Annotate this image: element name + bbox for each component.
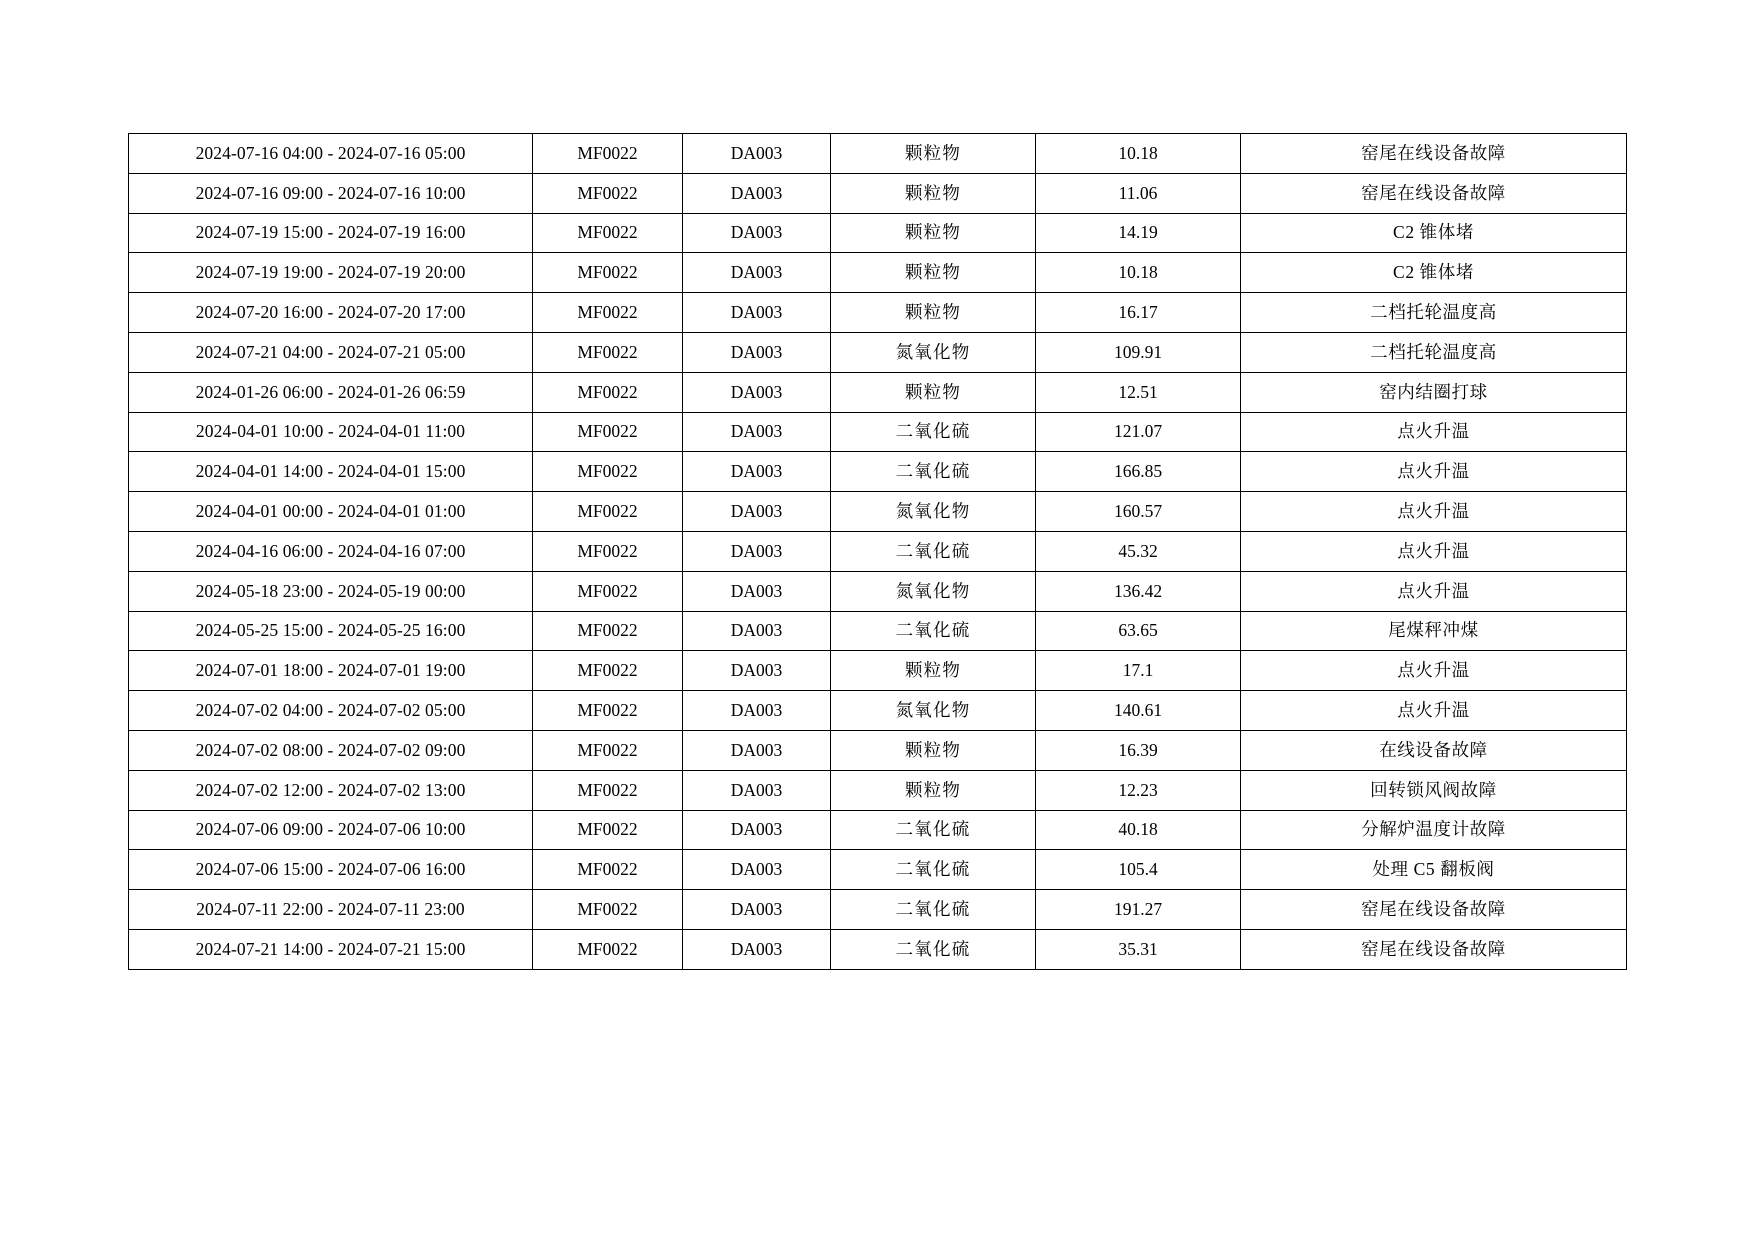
cell-device-code: MF0022 bbox=[533, 611, 683, 651]
cell-outlet-code: DA003 bbox=[683, 412, 831, 452]
cell-value: 10.18 bbox=[1036, 134, 1241, 174]
table-row bbox=[129, 134, 1627, 174]
cell-device-code: MF0022 bbox=[533, 770, 683, 810]
cell-device-code: MF0022 bbox=[533, 850, 683, 890]
cell-device-code: MF0022 bbox=[533, 452, 683, 492]
cell-outlet-code: DA003 bbox=[683, 571, 831, 611]
cell-period: 2024-04-01 10:00 - 2024-04-01 11:00 bbox=[129, 412, 533, 452]
cell-value: 109.91 bbox=[1036, 332, 1241, 372]
cell-period: 2024-07-20 16:00 - 2024-07-20 17:00 bbox=[129, 293, 533, 333]
cell-reason: 尾煤秤冲煤 bbox=[1241, 611, 1627, 651]
cell-device-code: MF0022 bbox=[533, 332, 683, 372]
cell-reason: 回转锁风阀故障 bbox=[1241, 770, 1627, 810]
cell-outlet-code: DA003 bbox=[683, 810, 831, 850]
emissions-table bbox=[128, 133, 1627, 970]
cell-device-code: MF0022 bbox=[533, 571, 683, 611]
cell-reason: C2 锥体堵 bbox=[1241, 213, 1627, 253]
cell-outlet-code: DA003 bbox=[683, 452, 831, 492]
cell-device-code: MF0022 bbox=[533, 134, 683, 174]
cell-value: 16.17 bbox=[1036, 293, 1241, 333]
cell-pollutant: 氮氧化物 bbox=[831, 332, 1036, 372]
cell-value: 166.85 bbox=[1036, 452, 1241, 492]
table-row bbox=[129, 890, 1627, 930]
cell-reason: 点火升温 bbox=[1241, 412, 1627, 452]
cell-outlet-code: DA003 bbox=[683, 611, 831, 651]
cell-device-code: MF0022 bbox=[533, 293, 683, 333]
cell-pollutant: 氮氧化物 bbox=[831, 571, 1036, 611]
table-row bbox=[129, 929, 1627, 969]
cell-value: 17.1 bbox=[1036, 651, 1241, 691]
cell-period: 2024-07-16 09:00 - 2024-07-16 10:00 bbox=[129, 173, 533, 213]
cell-period: 2024-07-01 18:00 - 2024-07-01 19:00 bbox=[129, 651, 533, 691]
cell-period: 2024-05-25 15:00 - 2024-05-25 16:00 bbox=[129, 611, 533, 651]
table-row bbox=[129, 293, 1627, 333]
cell-pollutant: 颗粒物 bbox=[831, 213, 1036, 253]
cell-device-code: MF0022 bbox=[533, 651, 683, 691]
cell-device-code: MF0022 bbox=[533, 372, 683, 412]
cell-period: 2024-07-21 04:00 - 2024-07-21 05:00 bbox=[129, 332, 533, 372]
cell-reason: 点火升温 bbox=[1241, 531, 1627, 571]
cell-device-code: MF0022 bbox=[533, 173, 683, 213]
cell-value: 121.07 bbox=[1036, 412, 1241, 452]
cell-reason: 二档托轮温度高 bbox=[1241, 332, 1627, 372]
cell-value: 40.18 bbox=[1036, 810, 1241, 850]
cell-period: 2024-07-02 04:00 - 2024-07-02 05:00 bbox=[129, 691, 533, 731]
cell-value: 10.18 bbox=[1036, 253, 1241, 293]
cell-outlet-code: DA003 bbox=[683, 134, 831, 174]
cell-period: 2024-07-21 14:00 - 2024-07-21 15:00 bbox=[129, 929, 533, 969]
cell-outlet-code: DA003 bbox=[683, 213, 831, 253]
cell-value: 14.19 bbox=[1036, 213, 1241, 253]
cell-device-code: MF0022 bbox=[533, 691, 683, 731]
table-row bbox=[129, 850, 1627, 890]
cell-pollutant: 颗粒物 bbox=[831, 173, 1036, 213]
cell-outlet-code: DA003 bbox=[683, 770, 831, 810]
cell-pollutant: 二氧化硫 bbox=[831, 412, 1036, 452]
cell-period: 2024-07-11 22:00 - 2024-07-11 23:00 bbox=[129, 890, 533, 930]
cell-value: 11.06 bbox=[1036, 173, 1241, 213]
cell-value: 12.51 bbox=[1036, 372, 1241, 412]
cell-value: 12.23 bbox=[1036, 770, 1241, 810]
cell-reason: 二档托轮温度高 bbox=[1241, 293, 1627, 333]
cell-value: 140.61 bbox=[1036, 691, 1241, 731]
table-row bbox=[129, 253, 1627, 293]
cell-device-code: MF0022 bbox=[533, 412, 683, 452]
table-row bbox=[129, 651, 1627, 691]
cell-reason: 点火升温 bbox=[1241, 492, 1627, 532]
cell-period: 2024-07-19 19:00 - 2024-07-19 20:00 bbox=[129, 253, 533, 293]
table-row bbox=[129, 372, 1627, 412]
cell-pollutant: 颗粒物 bbox=[831, 253, 1036, 293]
cell-reason: 点火升温 bbox=[1241, 651, 1627, 691]
cell-period: 2024-07-06 09:00 - 2024-07-06 10:00 bbox=[129, 810, 533, 850]
cell-period: 2024-07-02 08:00 - 2024-07-02 09:00 bbox=[129, 730, 533, 770]
cell-device-code: MF0022 bbox=[533, 492, 683, 532]
cell-period: 2024-04-01 14:00 - 2024-04-01 15:00 bbox=[129, 452, 533, 492]
cell-value: 191.27 bbox=[1036, 890, 1241, 930]
table-row bbox=[129, 531, 1627, 571]
cell-outlet-code: DA003 bbox=[683, 691, 831, 731]
cell-period: 2024-07-06 15:00 - 2024-07-06 16:00 bbox=[129, 850, 533, 890]
cell-pollutant: 二氧化硫 bbox=[831, 890, 1036, 930]
table-row bbox=[129, 770, 1627, 810]
cell-pollutant: 氮氧化物 bbox=[831, 691, 1036, 731]
cell-value: 105.4 bbox=[1036, 850, 1241, 890]
cell-reason: C2 锥体堵 bbox=[1241, 253, 1627, 293]
table-row bbox=[129, 452, 1627, 492]
cell-outlet-code: DA003 bbox=[683, 492, 831, 532]
cell-pollutant: 二氧化硫 bbox=[831, 850, 1036, 890]
cell-outlet-code: DA003 bbox=[683, 531, 831, 571]
cell-reason: 点火升温 bbox=[1241, 691, 1627, 731]
cell-pollutant: 颗粒物 bbox=[831, 372, 1036, 412]
cell-pollutant: 颗粒物 bbox=[831, 770, 1036, 810]
cell-outlet-code: DA003 bbox=[683, 173, 831, 213]
cell-period: 2024-07-19 15:00 - 2024-07-19 16:00 bbox=[129, 213, 533, 253]
table-row bbox=[129, 492, 1627, 532]
cell-device-code: MF0022 bbox=[533, 890, 683, 930]
cell-pollutant: 二氧化硫 bbox=[831, 531, 1036, 571]
cell-pollutant: 颗粒物 bbox=[831, 134, 1036, 174]
emissions-table-container bbox=[128, 133, 1626, 970]
table-row bbox=[129, 611, 1627, 651]
cell-reason: 分解炉温度计故障 bbox=[1241, 810, 1627, 850]
table-row bbox=[129, 810, 1627, 850]
cell-pollutant: 二氧化硫 bbox=[831, 810, 1036, 850]
cell-pollutant: 二氧化硫 bbox=[831, 452, 1036, 492]
cell-period: 2024-04-16 06:00 - 2024-04-16 07:00 bbox=[129, 531, 533, 571]
cell-value: 35.31 bbox=[1036, 929, 1241, 969]
cell-outlet-code: DA003 bbox=[683, 850, 831, 890]
cell-period: 2024-05-18 23:00 - 2024-05-19 00:00 bbox=[129, 571, 533, 611]
cell-outlet-code: DA003 bbox=[683, 730, 831, 770]
cell-outlet-code: DA003 bbox=[683, 253, 831, 293]
cell-reason: 点火升温 bbox=[1241, 452, 1627, 492]
table-row bbox=[129, 173, 1627, 213]
cell-value: 160.57 bbox=[1036, 492, 1241, 532]
cell-outlet-code: DA003 bbox=[683, 372, 831, 412]
cell-pollutant: 二氧化硫 bbox=[831, 929, 1036, 969]
cell-reason: 窑尾在线设备故障 bbox=[1241, 173, 1627, 213]
cell-outlet-code: DA003 bbox=[683, 651, 831, 691]
cell-device-code: MF0022 bbox=[533, 213, 683, 253]
table-row bbox=[129, 571, 1627, 611]
cell-value: 136.42 bbox=[1036, 571, 1241, 611]
cell-device-code: MF0022 bbox=[533, 810, 683, 850]
cell-pollutant: 氮氧化物 bbox=[831, 492, 1036, 532]
table-row bbox=[129, 412, 1627, 452]
cell-value: 16.39 bbox=[1036, 730, 1241, 770]
cell-outlet-code: DA003 bbox=[683, 890, 831, 930]
cell-period: 2024-07-16 04:00 - 2024-07-16 05:00 bbox=[129, 134, 533, 174]
cell-device-code: MF0022 bbox=[533, 531, 683, 571]
cell-outlet-code: DA003 bbox=[683, 293, 831, 333]
table-row bbox=[129, 691, 1627, 731]
cell-pollutant: 颗粒物 bbox=[831, 293, 1036, 333]
table-row bbox=[129, 730, 1627, 770]
cell-reason: 处理 C5 翻板阀 bbox=[1241, 850, 1627, 890]
cell-reason: 点火升温 bbox=[1241, 571, 1627, 611]
cell-value: 63.65 bbox=[1036, 611, 1241, 651]
cell-period: 2024-07-02 12:00 - 2024-07-02 13:00 bbox=[129, 770, 533, 810]
cell-reason: 窑尾在线设备故障 bbox=[1241, 890, 1627, 930]
cell-outlet-code: DA003 bbox=[683, 929, 831, 969]
cell-reason: 窑内结圈打球 bbox=[1241, 372, 1627, 412]
cell-value: 45.32 bbox=[1036, 531, 1241, 571]
table-row bbox=[129, 332, 1627, 372]
cell-pollutant: 二氧化硫 bbox=[831, 611, 1036, 651]
cell-outlet-code: DA003 bbox=[683, 332, 831, 372]
cell-period: 2024-04-01 00:00 - 2024-04-01 01:00 bbox=[129, 492, 533, 532]
cell-device-code: MF0022 bbox=[533, 253, 683, 293]
cell-period: 2024-01-26 06:00 - 2024-01-26 06:59 bbox=[129, 372, 533, 412]
cell-pollutant: 颗粒物 bbox=[831, 651, 1036, 691]
cell-reason: 窑尾在线设备故障 bbox=[1241, 134, 1627, 174]
cell-reason: 在线设备故障 bbox=[1241, 730, 1627, 770]
cell-device-code: MF0022 bbox=[533, 730, 683, 770]
cell-device-code: MF0022 bbox=[533, 929, 683, 969]
cell-reason: 窑尾在线设备故障 bbox=[1241, 929, 1627, 969]
cell-pollutant: 颗粒物 bbox=[831, 730, 1036, 770]
table-row bbox=[129, 213, 1627, 253]
emissions-table-body bbox=[129, 134, 1627, 970]
